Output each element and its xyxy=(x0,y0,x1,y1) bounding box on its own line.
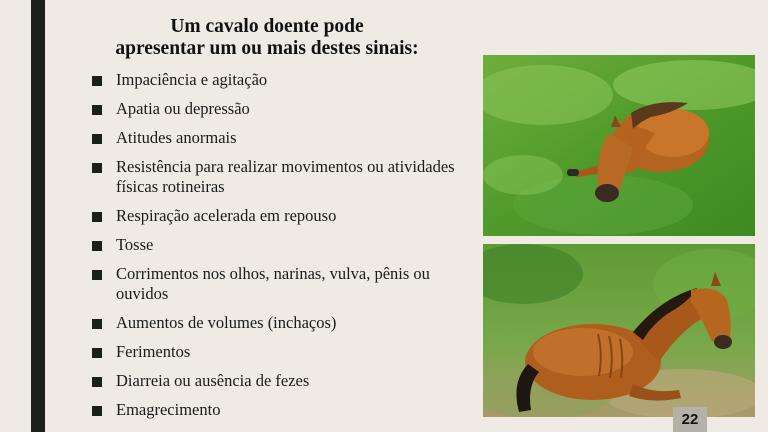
square-bullet-icon xyxy=(92,212,102,222)
list-item xyxy=(90,235,470,255)
list-item-text: Atitudes anormais xyxy=(116,128,237,147)
square-bullet-icon xyxy=(92,163,102,173)
list-item xyxy=(90,206,470,226)
square-bullet-icon xyxy=(92,241,102,251)
list-item xyxy=(90,128,470,148)
slide-title-line-1: Um cavalo doente pode xyxy=(170,16,364,37)
list-item-text: Tosse xyxy=(116,235,154,254)
list-item xyxy=(90,99,470,119)
list-item-text: Emagrecimento xyxy=(116,400,221,419)
square-bullet-icon xyxy=(92,134,102,144)
list-item-text: Aumentos de volumes (inchaços) xyxy=(116,313,337,332)
list-item-text: Ferimentos xyxy=(116,342,191,361)
list-item-text: Apatia ou depressão xyxy=(116,99,250,118)
list-item xyxy=(90,70,470,90)
square-bullet-icon xyxy=(92,105,102,115)
list-item-text: Diarreia ou ausência de fezes xyxy=(116,371,310,390)
list-item-text: Impaciência e agitação xyxy=(116,70,268,89)
list-item-text: Respiração acelerada em repouso xyxy=(116,206,337,225)
list-item xyxy=(90,400,470,420)
list-item xyxy=(90,264,470,304)
list-item xyxy=(90,342,470,362)
list-item-text: Corrimentos nos olhos, narinas, vulva, pênis ou ouvidos xyxy=(116,264,430,303)
page-number: 22 xyxy=(673,407,707,432)
square-bullet-icon xyxy=(92,76,102,86)
list-item xyxy=(90,313,470,333)
square-bullet-icon xyxy=(92,406,102,416)
list-item-text: Resistência para realizar movimentos ou atividades físicas rotineiras xyxy=(116,157,455,196)
lying-horse-photo xyxy=(483,55,755,236)
list-item xyxy=(90,371,470,391)
symptom-list xyxy=(90,70,470,429)
square-bullet-icon xyxy=(92,270,102,280)
list-item xyxy=(90,157,470,197)
slide-title-line-2: apresentar um ou mais destes sinais: xyxy=(115,38,419,59)
square-bullet-icon xyxy=(92,319,102,329)
square-bullet-icon xyxy=(92,377,102,387)
slide-left-accent-bar xyxy=(31,0,45,432)
thin-horse-photo xyxy=(483,244,755,417)
square-bullet-icon xyxy=(92,348,102,358)
slide-title xyxy=(60,16,474,60)
